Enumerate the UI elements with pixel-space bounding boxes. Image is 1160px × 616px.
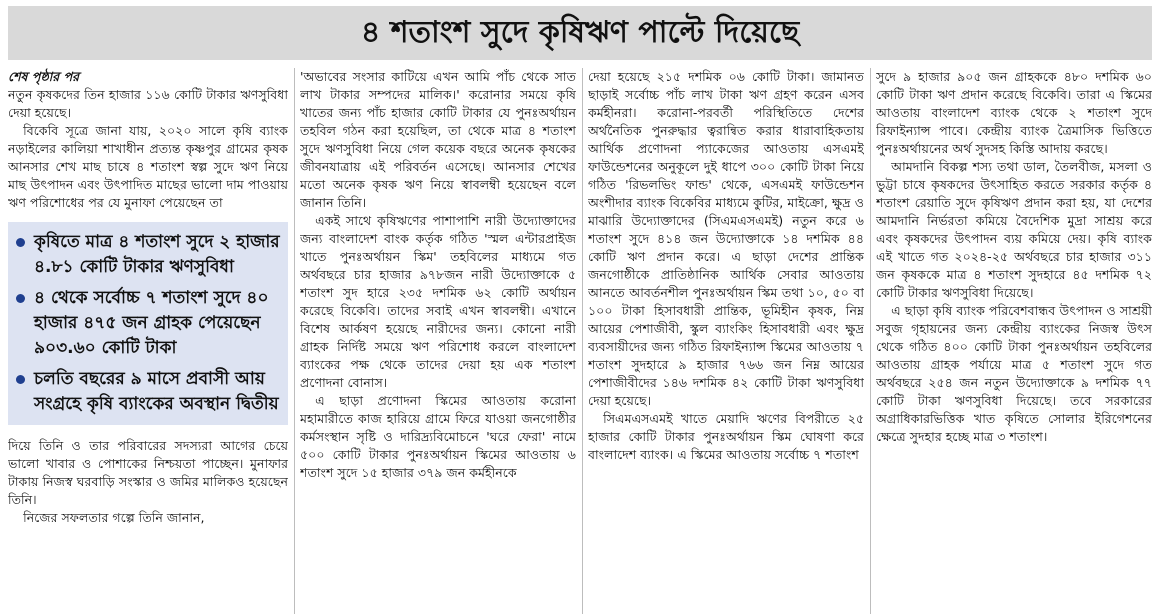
article-paragraph: একই সাথে কৃষিঋণের পাশাপাশি নারী উদ্যোক্তাদের জন্য বাংলাদেশ বাংক কর্তৃক গঠিত 'স্মল এন্টারপ্রাইজ খাতে পুনঃঅর্থায়ন স্কিম' তহবিলের মাধ্যমে গত অর্থবছরে চার হাজার ৯৭৮জন নারী উদ্যোক্তাকে ৫ শতাংশ সুদ হারে ২৩৫ দশমিক ৬২ কোটি অর্থায়ন করেছে বিকেবি। তাদের সবাই এখন স্বাবলম্বী। এখানে বিশেষ আর্কষণ হয়েছে নারীদের জন্য। কোনো নারী গ্রাহক নির্দিষ্ট সময়ে ঋণ পরিশোধ করলে বাংলাদেশ ব্যাংকের পক্ষ থেকে তাদের দেয়া হয় এক শতাংশ প্রণোদনা বোনাস। [300,213,576,390]
highlights-box [8,222,288,425]
article-paragraph: দেয়া হয়েছে ২১৫ দশমিক ০৬ কোটি টাকা। জামানত ছাড়াই সর্বোচ্চ পাঁচ লাখ টাকা ঋণ গ্রহণ করেন এসব কর্মহীনরা। করোনা-পরবর্তী পরিস্থিতিতে দেশের অর্থনৈতিক পুনরুদ্ধার ত্বরান্বিত করার ধারাবাহিকতায় আর্থিক প্রণোদনা প্যাকেজের আওতায় এসএমই ফাউন্ডেশনের অনুকূলে দুই ধাপে ৩০০ কোটি টাকা নিয়ে গঠিত 'রিভলভিং ফান্ড' থেকে, এসএমই ফাউন্ডেশন অংশীদার ব্যাংক বিকেবির মাধ্যমে কুটির, মাইক্রো, ক্ষুদ্র ও মাঝারি উদ্যোক্তাদের (সিএমএসএমই) নতুন করে ৬ শতাংশ সুদে ৪১৪ জন উদ্যোক্তাকে ১৪ দশমিক ৪৪ কোটি ঋণ প্রদান করে। এ ছাড়া দেশের প্রান্তিক জনগোষ্ঠীকে প্রাতিষ্ঠানিক আর্থিক সেবার আওতায় আনতে আবর্তনশীল পুনঃঅর্থায়ন স্কিম তথা ১০, ৫০ বা ১০০ টাকা হিসাবধারী প্রান্তিক, ভূমিহীন কৃষক, নিম্ন আয়ের পেশাজীবী, স্কুল ব্যাংকিং হিসাবধারী এবং ক্ষুদ্র ব্যবসায়ীদের জন্য গঠিত রিফাইন্যান্স স্কিমের আওতায় ৭ শতাংশ সুদহারে ৯ হাজার ৭৬৬ জন নিম্ন আয়ের পেশাজীবীদের ১৪৬ দশমিক ৪২ কোটি টাকা ঋণসুবিধা দেয়া হয়েছে। [588,69,864,408]
column-divider [294,68,295,614]
continuation-kicker: শেষ পৃষ্ঠার পর [8,69,80,84]
article-paragraph: এ ছাড়া কৃষি ব্যাংক পরিবেশবান্ধব উৎপাদন ও সাশ্রয়ী সবুজ গৃহায়নের জন্য কেন্দ্রীয় ব্যাংকের নিজস্ব উৎস থেকে গঠিত ৪০০ কোটি টাকা পুনঃঅর্থায়ন তহবিলের আওতায় গ্রাহক পর্যায়ে মাত্র ৫ শতাংশ সুদে গত অর্থবছরে ২৫৪ জন নতুন উদ্যোক্তাকে ৯ দশমিক ৭৭ কোটি টাকা ঋণসুবিধা দিয়েছে। তবে সরকারের অগ্রাধিকারভিত্তিক খাত কৃষিতে সোলার ইরিগেশনের ক্ষেত্রে সুদহার হচ্ছে মাত্র ৩ শতাংশ। [876,303,1152,444]
highlight-item [14,367,280,417]
bullet-icon [16,294,25,303]
article-paragraph: সিএমএসএমই খাতে মেয়াদি ঋণের বিপরীতে ২৫ হাজার কোটি টাকার পুনঃঅর্থায়ন স্কিম ঘোষণা করে বাংলাদেশ ব্যাংক। এ স্কিমের আওতায় সর্বোচ্চ ৭ শতাংশ [588,411,864,462]
article-paragraph: নিজের সফলতার গল্পে তিনি জানান, [23,510,205,525]
article-paragraph: সুদে ৯ হাজার ৯০৫ জন গ্রাহককে ৪৮০ দশমিক ৬০ কোটি টাকা ঋণ প্রদান করেছে বিকেবি। তারা এ স্কিমের আওতায় বাংলাদেশ ব্যাংক থেকে ২ শতাংশ সুদে রিফাইন্যান্স পাবে। কেন্দ্রীয় ব্যাংক ত্রৈমাসিক ভিত্তিতে পুনঃঅর্থায়নের অর্থ সুদসহ কিস্তি আদায় করছে। [876,69,1152,156]
highlight-text: চলতি বছরের ৯ মাসে প্রবাসী আয় সংগ্রহে কৃষি ব্যাংকের অবস্থান দ্বিতীয় [34,369,279,414]
highlight-item [14,230,280,280]
bullet-icon [16,238,25,247]
column-divider [582,68,583,614]
article-paragraph: বিকেবি সূত্রে জানা যায়, ২০২০ সালে কৃষি ব্যাংক নড়াইলের কালিয়া শাখাধীন প্রত্যন্ত কৃষ্ণপুর গ্রামের কৃষক আনসার শেখ মাছ চাষে ৪ শতাংশ স্বল্প সুদে ঋণ নিয়ে মাছ উৎপাদন এবং উৎপাদিত মাছের ভালো দাম পাওয়ায় ঋণ পরিশোধের পর যে মুনাফা পেয়েছেন তা [8,123,288,210]
article-column-4 [876,68,1152,614]
article-column-3 [588,68,864,614]
column-divider [870,68,871,614]
article-paragraph: আমদানি বিকল্প শস্য তথা ডাল, তৈলবীজ, মসলা ও ভুট্টা চাষে কৃষকদের উৎসাহিত করতে সরকার কর্তৃক ৪ শতাংশ রেয়াতি সুদে কৃষিঋণ প্রদান করা হয়, যা দেশের আমদানি নির্ভরতা কমিয়ে বৈদেশিক মুদ্রা সাশ্রয় করে এবং কৃষকদের উৎপাদন ব্যয় কমিয়ে দেয়। কৃষি ব্যাংক এই খাতে গত ২০২৪-২৫ অর্থবছরে চার হাজার ৩১১ জন কৃষককে মাত্র ৪ শতাংশ সুদহারে ৪৫ দশমিক ৭২ কোটি টাকার ঋণসুবিধা দিয়েছে। [876,159,1152,300]
article-column-1 [8,68,288,614]
headline: ৪ শতাংশ সুদে কৃষিঋণ পাল্টে দিয়েছে [8,6,1152,60]
article-paragraph: দিয়ে তিনি ও তার পরিবারের সদস্যরা আগের চেয়ে ভালো খাবার ও পোশাকের নিশ্চয়তা পাচ্ছেন। মুনাফার টাকায় নিজস্ব ঘরবাড়ি সংস্কার ও জমির মালিকও হয়েছেন তিনি। [8,438,288,507]
highlight-text: ৪ থেকে সর্বোচ্চ ৭ শতাংশ সুদে ৪০ হাজার ৪৭৫ জন গ্রাহক পেয়েছেন ৯০৩.৬০ কোটি টাকা [34,288,269,358]
article-paragraph: নতুন কৃষকদের তিন হাজার ১১৬ কোটি টাকার ঋণসুবিধা দেয়া হয়েছে। [8,87,288,120]
bullet-icon [16,375,25,384]
article-paragraph: এ ছাড়া প্রণোদনা স্কিমের আওতায় করোনা মহামারীতে কাজ হারিয়ে গ্রামে ফিরে যাওয়া জনগোষ্ঠীর কর্মসংস্থান সৃষ্টি ও দারিদ্র্যবিমোচনে 'ঘরে ফেরা' নামে ৫০০ কোটি টাকার পুনঃঅর্থায়ন স্কিমের আওতায় ৬ শতাংশ সুদে ১৫ হাজার ৩৭৯ জন কর্মহীনকে [300,393,576,480]
highlight-text: কৃষিতে মাত্র ৪ শতাংশ সুদে ২ হাজার ৪.৮১ কোটি টাকার ঋণসুবিধা [34,232,280,277]
highlight-item [14,286,280,361]
article-paragraph: 'অভাবের সংসার কাটিয়ে এখন আমি পাঁচ থেকে সাত লাখ টাকার সম্পদের মালিক।' করোনার সময়ে কৃষি খাতের জন্য পাঁচ হাজার কোটি টাকার যে পুনঃঅর্থায়ন তহবিল গঠন করা হয়েছিল, তা থেকে মাত্র ৪ শতাংশ সুদে ঋণসুবিধা নিয়ে গেল কয়েক বছরে অনেক কৃষকের জীবনযাত্রায় এই পরিবর্তন এসেছে। আনসার শেখের মতো অনেক কৃষক ঋণ নিয়ে স্বাবলম্বী হয়েছেন বলে জানান তিনি। [300,69,576,210]
article-column-2 [300,68,576,614]
